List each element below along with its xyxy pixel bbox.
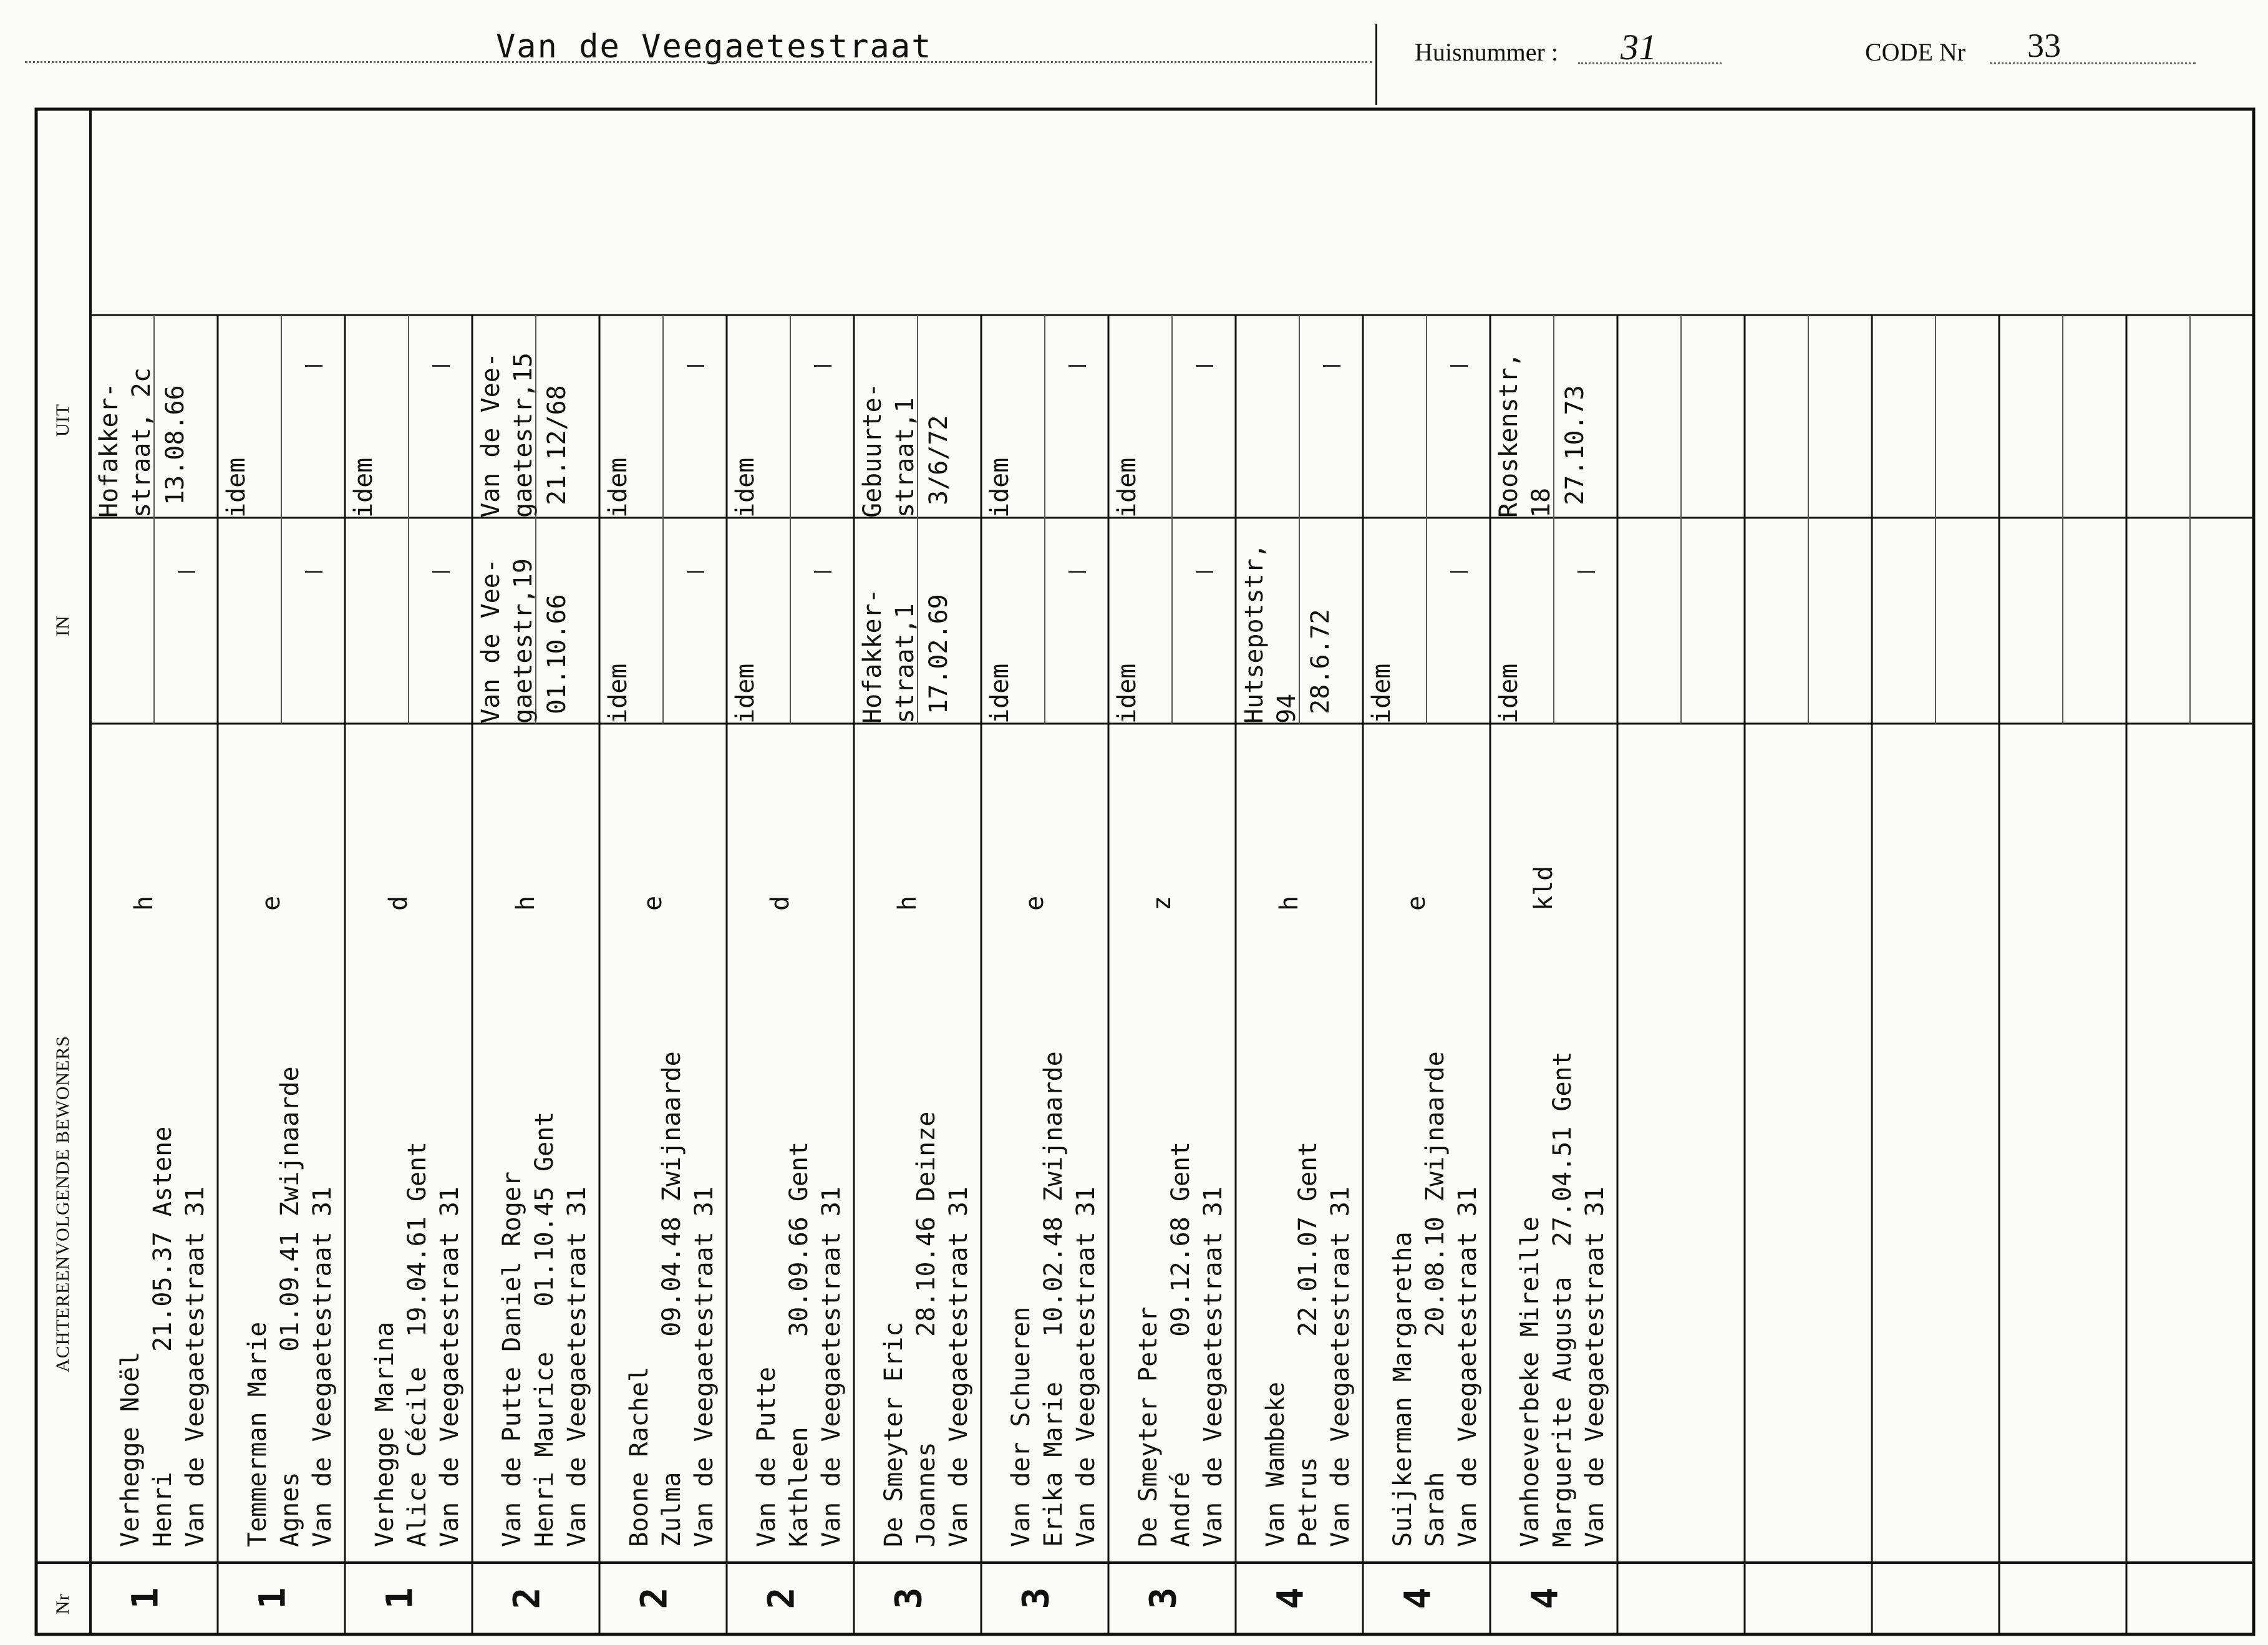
in-address: idem	[731, 663, 760, 724]
code-label: CODE Nr	[1865, 38, 1966, 66]
resident-entry: Verhegge Noël Henri 21.05.37 Astene Van de Veegaetestraat 31	[116, 1126, 210, 1547]
resident-entry: Suijkerman Margaretha Sarah 20.08.10 Zwijnaarde Van de Veegaetestraat 31	[1388, 1051, 1482, 1547]
out-date: 27.10.73	[1561, 385, 1589, 505]
in-address: idem	[1367, 663, 1396, 724]
house-number-label: Huisnummer :	[1415, 38, 1558, 66]
resident-entry: Van de Putte Daniel Roger Henri Maurice 01.10.45 Gent Van de Veegaetestraat 31	[498, 1111, 591, 1547]
column-label-nr: Nr	[52, 1593, 73, 1614]
in-address: idem	[1495, 663, 1523, 724]
empty-out-date-dash	[1450, 365, 1468, 367]
resident-entry: Van Wambeke Petrus 22.01.07 Gent Van de Veegaetestraat 31	[1261, 1141, 1355, 1547]
empty-in-date-dash	[1196, 571, 1213, 573]
empty-out-date-dash	[814, 365, 831, 367]
out-date: 3/6/72	[924, 415, 953, 505]
row-number: 1	[124, 1587, 167, 1609]
in-address: Hutsepotstr, 94	[1240, 543, 1301, 724]
empty-out-date-dash	[1069, 365, 1086, 367]
row-number: 4	[1523, 1587, 1566, 1609]
empty-in-date-dash	[814, 571, 831, 573]
empty-out-date-dash	[1196, 365, 1213, 367]
column-label-out: UIT	[52, 404, 73, 437]
row-number: 1	[378, 1587, 421, 1609]
street-name: Van de Veegaetestraat	[496, 28, 933, 66]
empty-in-date-dash	[687, 571, 704, 573]
column-label-residents: ACHTEREENVOLGENDE BEWONERS	[52, 1035, 73, 1372]
resident-status: h	[893, 895, 922, 911]
out-address: Van de Vee- gaetestr,15	[477, 352, 538, 518]
out-date: 21.12/68	[543, 385, 571, 505]
in-address: Van de Vee- gaetestr,19	[477, 558, 538, 724]
resident-status: e	[639, 895, 667, 911]
house-number-value: 31	[1621, 27, 1657, 67]
row-number: 1	[251, 1587, 294, 1609]
resident-entry: Vanhoeverbeke Mireille Marguerite Augusta 27.04.51 Gent Van de Veegaetestraat 31	[1516, 1051, 1609, 1547]
in-address: idem	[1113, 663, 1141, 724]
in-date: 17.02.69	[924, 594, 953, 714]
resident-status: h	[130, 895, 158, 911]
row-number: 2	[505, 1587, 548, 1609]
out-date: 13.08.66	[161, 385, 190, 505]
resident-entry: Van de Putte Kathleen 30.09.66 Gent Van de Veegaetestraat 31	[752, 1141, 846, 1547]
empty-out-date-dash	[432, 365, 450, 367]
out-address: idem	[349, 457, 378, 518]
empty-in-date-dash	[1069, 571, 1086, 573]
resident-status: d	[384, 895, 413, 911]
row-number: 2	[632, 1587, 676, 1609]
resident-entry: De Smeyter Eric Joannes 28.10.46 Deinze Van de Veegaetestraat 31	[880, 1111, 973, 1547]
row-number: 3	[1014, 1587, 1057, 1609]
column-label-in: IN	[52, 615, 73, 636]
out-address: idem	[222, 457, 251, 518]
out-address: Gebuurte- straat,1	[858, 382, 919, 518]
row-number: 4	[1396, 1587, 1439, 1609]
resident-status: z	[1148, 895, 1176, 911]
empty-in-date-dash	[432, 571, 450, 573]
in-date: 01.10.66	[543, 594, 571, 714]
row-number: 3	[1141, 1587, 1185, 1609]
out-address: Hofakker- straat, 2c	[95, 367, 156, 518]
resident-status: e	[1402, 895, 1431, 911]
resident-status: h	[1275, 895, 1304, 911]
resident-entry: Van der Schueren Erika Marie 10.02.48 Zwijnaarde Van de Veegaetestraat 31	[1007, 1051, 1100, 1547]
empty-in-date-dash	[305, 571, 322, 573]
out-address: Rooskenstr, 18	[1495, 352, 1556, 518]
empty-out-date-dash	[1323, 365, 1340, 367]
empty-in-date-dash	[178, 571, 195, 573]
empty-out-date-dash	[687, 365, 704, 367]
row-number: 3	[887, 1587, 930, 1609]
resident-entry: Boone Rachel Zulma 09.04.48 Zwijnaarde Van de Veegaetestraat 31	[625, 1051, 719, 1547]
empty-out-date-dash	[305, 365, 322, 367]
resident-status: d	[766, 895, 795, 911]
resident-status: h	[511, 895, 540, 911]
row-number: 2	[760, 1587, 803, 1609]
in-date: 28.6.72	[1306, 609, 1335, 714]
in-address: idem	[986, 663, 1014, 724]
in-address: Hofakker- straat,1	[858, 588, 919, 724]
empty-in-date-dash	[1577, 571, 1595, 573]
empty-in-date-dash	[1450, 571, 1468, 573]
out-address: idem	[1113, 457, 1141, 518]
out-address: idem	[986, 457, 1014, 518]
resident-entry: De Smeyter Peter André 09.12.68 Gent Van de Veegaetestraat 31	[1134, 1141, 1228, 1547]
resident-entry: Temmerman Marie Agnes 01.09.41 Zwijnaarde Van de Veegaetestraat 31	[243, 1066, 337, 1547]
out-address: idem	[604, 457, 632, 518]
in-address: idem	[604, 663, 632, 724]
resident-entry: Verhegge Marina Alice Cécile 19.04.61 Gent Van de Veegaetestraat 31	[371, 1141, 464, 1547]
resident-status: e	[1020, 895, 1049, 911]
code-value: 33	[2027, 27, 2061, 64]
resident-status: kld	[1529, 865, 1558, 911]
resident-status: e	[257, 895, 286, 911]
out-address: idem	[731, 457, 760, 518]
row-number: 4	[1269, 1587, 1312, 1609]
